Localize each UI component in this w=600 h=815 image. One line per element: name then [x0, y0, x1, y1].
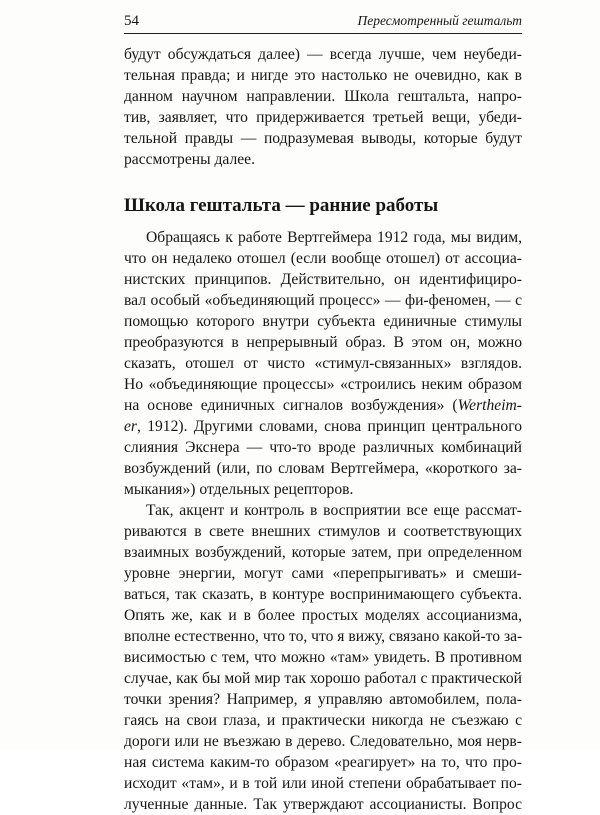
text-line: вполне естественно, что то, что я вижу, связано какой-то за-: [124, 628, 523, 645]
page-header: [124, 11, 522, 34]
text-line: исходит «там», и в той или иной степени обрабатывает по-: [124, 775, 522, 792]
citation-author: er: [124, 418, 137, 435]
citation-author: Wertheim-: [457, 397, 522, 414]
paragraph: [124, 227, 522, 500]
text-line: точки зрения? Например, я управляю автомобилем, пола-: [124, 691, 522, 708]
text-line: тельная правда; и нигде это настолько не очевидно, как в: [124, 67, 522, 84]
text-line: слияния Экснера — что-то вроде различных комбинаций: [124, 439, 522, 456]
text-line: мыкания») отдельных рецепторов.: [124, 481, 354, 498]
text-line: [124, 395, 522, 416]
text-line: дороги или не въезжаю в дерево. Следовательно, моя нерв-: [124, 733, 522, 750]
text-line: возбуждений (или, по словам Вертгеймера, «короткого за-: [124, 460, 522, 477]
text-line: висимостью с тем, что можно «там» увидеть. В противном: [124, 649, 522, 666]
text-line: данном научном направлении. Школа гештальта, напро-: [124, 88, 522, 105]
text-line: преобразуются в непрерывный образ. В этом он, можно: [124, 334, 522, 351]
text-line: лученные данные. Так утверждают ассоцианисты. Вопрос: [124, 796, 522, 813]
text-line: ная система каким-то образом «реагирует» на то, что про-: [124, 754, 522, 771]
paragraph: [124, 500, 522, 815]
text-line: уровне энергии, могут сами «перепрыгивать» и смеши-: [124, 565, 522, 582]
text-line: будут обсуждаться далее) — всегда лучше, чем неубеди-: [124, 46, 522, 63]
text-line: Опять же, как и в более простых моделях ассоцианизма,: [124, 607, 522, 624]
body-text: [124, 44, 522, 815]
text-line: Но «объединяющие процессы» «строились неким образом: [124, 376, 522, 393]
text-line: вал особый «объединяющий процесс» — фи-феномен, — с: [124, 292, 522, 309]
text-line: Так, акцент и контроль в восприятии все еще рассмат-: [146, 502, 522, 519]
text-line: рассмотрены далее.: [124, 151, 255, 168]
text-line: Обращаясь к работе Вертгеймера 1912 года, мы видим,: [146, 229, 522, 246]
text-line: тив, заявляет, что придерживается третьей вещи, убеди-: [124, 109, 522, 126]
text-line: помощью которого внутри субъекта единичные стимулы: [124, 313, 522, 330]
text-line: взаимных возбуждений, которые затем, при определенном: [124, 544, 522, 561]
text-line: что он недалеко отошел (если вообще отошел) от ассоциа-: [124, 250, 522, 267]
text-line: нистских принципов. Действительно, он идентифициро-: [124, 271, 522, 288]
running-title: Пересмотренный гештальт: [357, 13, 522, 28]
text-line: тельной правды — подразумевая выводы, которые будут: [124, 130, 522, 147]
text-line: сказать, отошел от чисто «стимул-связанных» взглядов.: [124, 355, 522, 372]
text-line: случае, как бы мой мир так хорошо работал с практической: [124, 670, 522, 687]
text-line: [124, 416, 522, 437]
text-line: гаясь на свои глаза, и практически никогда не съезжаю с: [124, 712, 522, 729]
text-line: риваются в свете внешних стимулов и соответствующих: [124, 523, 522, 540]
text-fragment: , 1912). Другими словами, снова принцип центрального: [137, 418, 522, 435]
section-heading: Школа гештальта — ранние работы: [124, 195, 439, 216]
paragraph: [124, 44, 522, 170]
page-number: 54: [124, 13, 139, 29]
text-fragment: на основе единичных сигналов возбуждения» (: [124, 397, 458, 414]
text-line: ваться, так сказать, в контуре воспринимающего субъекта.: [124, 586, 522, 603]
